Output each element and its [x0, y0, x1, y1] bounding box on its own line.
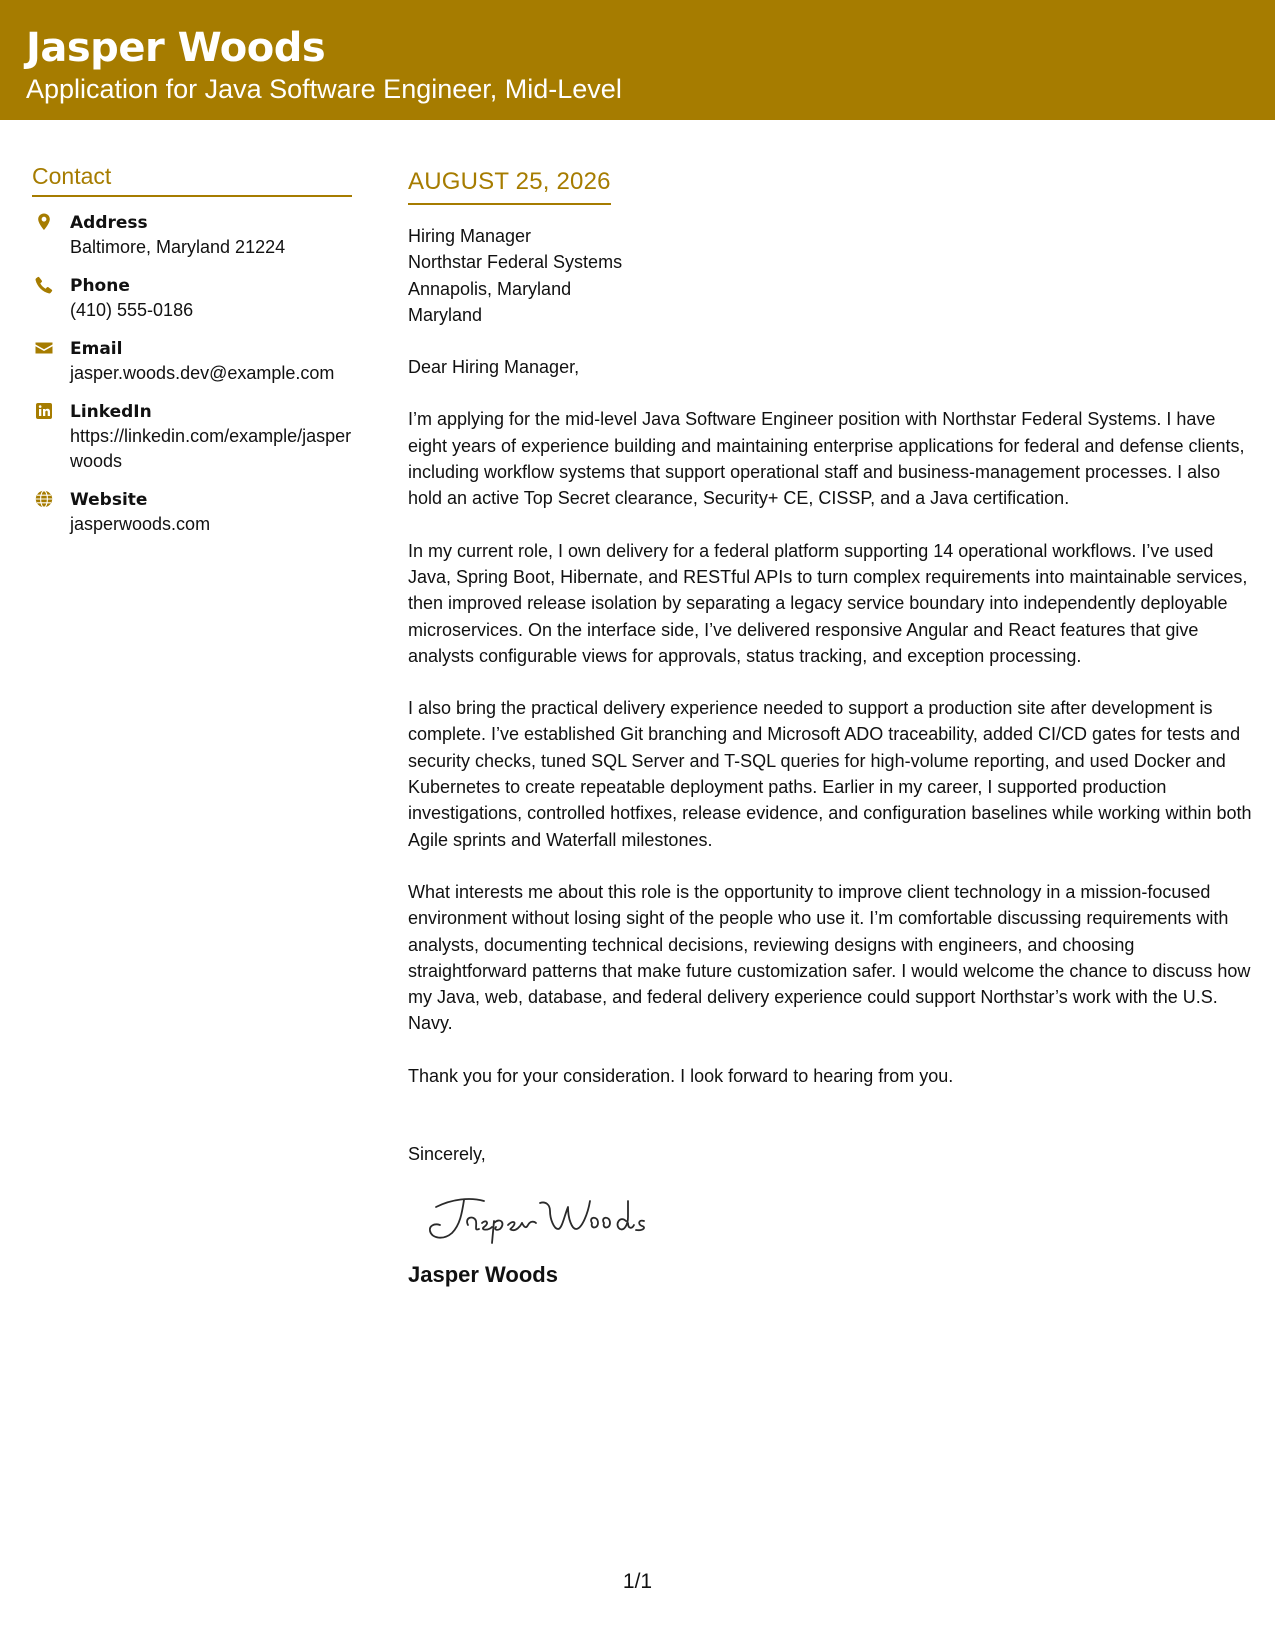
email-label: Email	[70, 339, 123, 359]
body-paragraph: I’m applying for the mid-level Java Software Engineer position with Northstar Federal Systems. I have eight years of experience building and maintaining enterprise applications for federal and defense clients, including workflow systems that support operational staff and business-management processes. I also hold an active Top Secret clearance, Security+ CE, CISSP, and a Java certification.	[408, 409, 1245, 509]
signer-name: Jasper Woods	[408, 1262, 558, 1288]
contact-website	[32, 488, 352, 537]
website-label: Website	[70, 490, 148, 510]
linkedin-value[interactable]: https://linkedin.com/example/jasperwoods	[70, 426, 352, 471]
page-number: 1/1	[622, 1570, 653, 1593]
letter-header	[0, 0, 1275, 120]
address-value: Baltimore, Maryland 21224	[70, 237, 286, 257]
handwritten-signature	[422, 1183, 662, 1253]
letter-paragraphs	[408, 406, 1253, 1089]
letter-body	[408, 166, 1253, 1289]
phone-icon	[34, 275, 54, 295]
email-value[interactable]: jasper.woods.dev@example.com	[70, 363, 335, 383]
salutation: Dear Hiring Manager,	[408, 357, 580, 378]
globe-icon	[34, 489, 54, 509]
recipient-line: Maryland	[408, 304, 483, 325]
letter-date: AUGUST 25, 2026	[408, 166, 611, 205]
body-paragraph: I also bring the practical delivery experience needed to support a production site after development is complete. I’ve established Git branching and Microsoft ADO traceability, added CI/CD gates for tests and security checks, tuned SQL Server and T-SQL queries for high-volume reporting, and used Docker and Kubernetes to create repeatable deployment paths. Earlier in my career, I supported production investigations, controlled hotfixes, release evidence, and configuration baselines while working within both Agile sprints and Waterfall milestones.	[408, 698, 1252, 850]
closing: Sincerely,	[408, 1144, 486, 1165]
applicant-name: Jasper Woods	[26, 25, 326, 71]
linkedin-label: LinkedIn	[70, 402, 152, 422]
phone-label: Phone	[70, 276, 130, 296]
map-pin-icon	[34, 212, 54, 232]
recipient-line: Annapolis, Maryland	[408, 278, 572, 299]
linkedin-icon	[34, 401, 54, 421]
recipient-block	[408, 223, 1253, 328]
recipient-line: Hiring Manager	[408, 226, 532, 246]
thanks-paragraph: Thank you for your consideration. I look forward to hearing from you.	[408, 1065, 954, 1086]
address-label: Address	[70, 213, 148, 233]
contact-email	[32, 337, 352, 386]
contact-sidebar	[32, 162, 352, 537]
body-paragraph: In my current role, I own delivery for a federal platform supporting 14 operational workflows. I’ve used Java, Spring Boot, Hibernate, and RESTful APIs to turn complex requirements into maintainable services, then improved release isolation by separating a legacy service boundary into independently deployable microservices. On the interface side, I’ve delivered responsive Angular and React features that give analysts configurable views for approvals, status tracking, and exception processing.	[408, 540, 1248, 666]
phone-value: (410) 555-0186	[70, 300, 194, 320]
contact-address	[32, 211, 352, 260]
envelope-icon	[34, 338, 54, 358]
contact-linkedin	[32, 400, 352, 474]
contact-heading: Contact	[32, 162, 352, 197]
contact-phone	[32, 274, 352, 323]
website-value[interactable]: jasperwoods.com	[70, 514, 211, 534]
application-subtitle: Application for Java Software Engineer, Mid-Level	[26, 74, 622, 104]
body-paragraph: What interests me about this role is the opportunity to improve client technology in a mission-focused environment without losing sight of the people who use it. I’m comfortable discussing requirements with analysts, documenting technical decisions, reviewing designs with engineers, and choosing straightforward patterns that make future customization safer. I would welcome the chance to discuss how my Java, web, database, and federal delivery experience could support Northstar’s work with the U.S. Navy.	[408, 881, 1251, 1034]
recipient-line: Northstar Federal Systems	[408, 252, 623, 273]
